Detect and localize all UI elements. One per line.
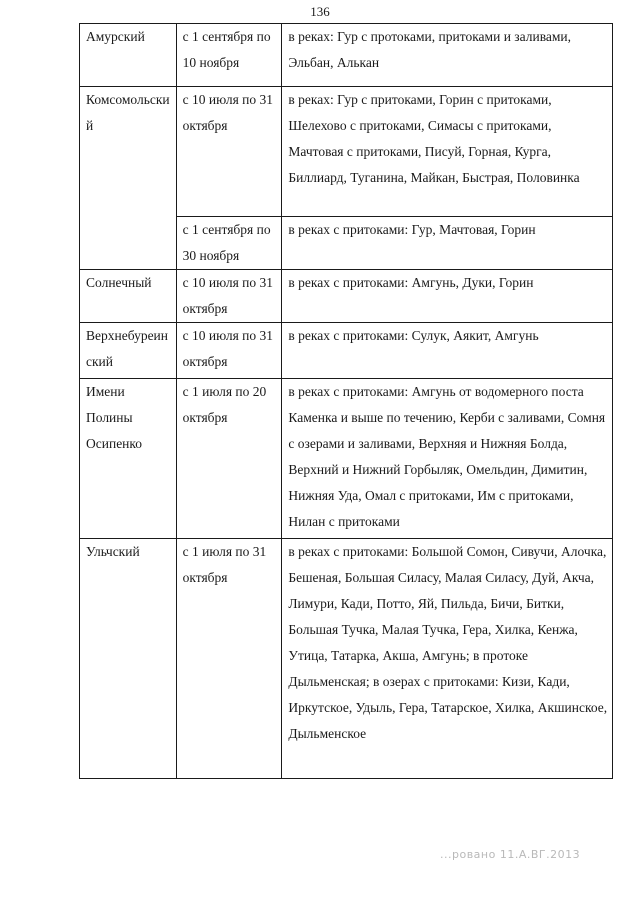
- period-cell: с 10 июля по 31 октября: [176, 87, 282, 217]
- period-cell: с 10 июля по 31 октября: [176, 270, 282, 323]
- district-cell: Имени Полины Осипенко: [80, 379, 177, 539]
- rivers-cell: в реках с притоками: Большой Сомон, Сивучи, Алочка, Бешеная, Большая Силасу, Малая Силасу, Дуй, Акча, Лимури, Кади, Потто, Яй, Пильда, Бичи, Битки, Большая Тучка, Малая Тучка, Гера, Хилка, Кенжа, Утица, Татарка, Акша, Амгунь; в протоке Дыльменская; в озерах с притоками: Кизи, Кади, Иркутское, Удыль, Гера, Татарское, Хилка, Акшинское, Дыльменское: [282, 539, 613, 779]
- period-cell: с 1 июля по 20 октября: [176, 379, 282, 539]
- rivers-cell: в реках: Гур с притоками, Горин с притоками, Шелехово с притоками, Симасы с притоками, Мачтовая с притоками, Писуй, Горная, Курга, Биллиард, Туганина, Майкан, Быстрая, Половинка: [282, 87, 613, 217]
- period-cell: с 10 июля по 31 октября: [176, 323, 282, 379]
- table-row: [80, 24, 613, 87]
- fishing-restrictions-table: [79, 23, 613, 779]
- period-cell: с 1 сентября по 10 ноября: [176, 24, 282, 87]
- district-cell: Солнечный: [80, 270, 177, 323]
- rivers-cell: в реках с притоками: Амгунь, Дуки, Горин: [282, 270, 613, 323]
- table-row: [80, 323, 613, 379]
- footer-stamp: ...ровано 11.А.ВГ.2013: [440, 848, 581, 861]
- period-cell: с 1 сентября по 30 ноября: [176, 217, 282, 270]
- rivers-cell: в реках с притоками: Гур, Мачтовая, Горин: [282, 217, 613, 270]
- district-cell: Амурский: [80, 24, 177, 87]
- period-cell: с 1 июля по 31 октября: [176, 539, 282, 779]
- table-row: [80, 270, 613, 323]
- table-row: [80, 539, 613, 779]
- table-row: [80, 379, 613, 539]
- rivers-cell: в реках с притоками: Амгунь от водомерного поста Каменка и выше по течению, Керби с заливами, Сомня с озерами и заливами, Верхняя и Нижняя Болда, Верхний и Нижний Горбыляк, Омельдин, Димитин, Нижняя Уда, Омал с притоками, Им с притоками, Нилан с притоками: [282, 379, 613, 539]
- district-cell: Верхнебуреинский: [80, 323, 177, 379]
- table-row: [80, 87, 613, 217]
- rivers-cell: в реках: Гур с протоками, притоками и заливами, Эльбан, Алькан: [282, 24, 613, 87]
- district-cell: Ульчский: [80, 539, 177, 779]
- district-cell: Комсомольский: [80, 87, 177, 270]
- rivers-cell: в реках с притоками: Сулук, Аякит, Амгунь: [282, 323, 613, 379]
- page-number: 136: [310, 4, 330, 19]
